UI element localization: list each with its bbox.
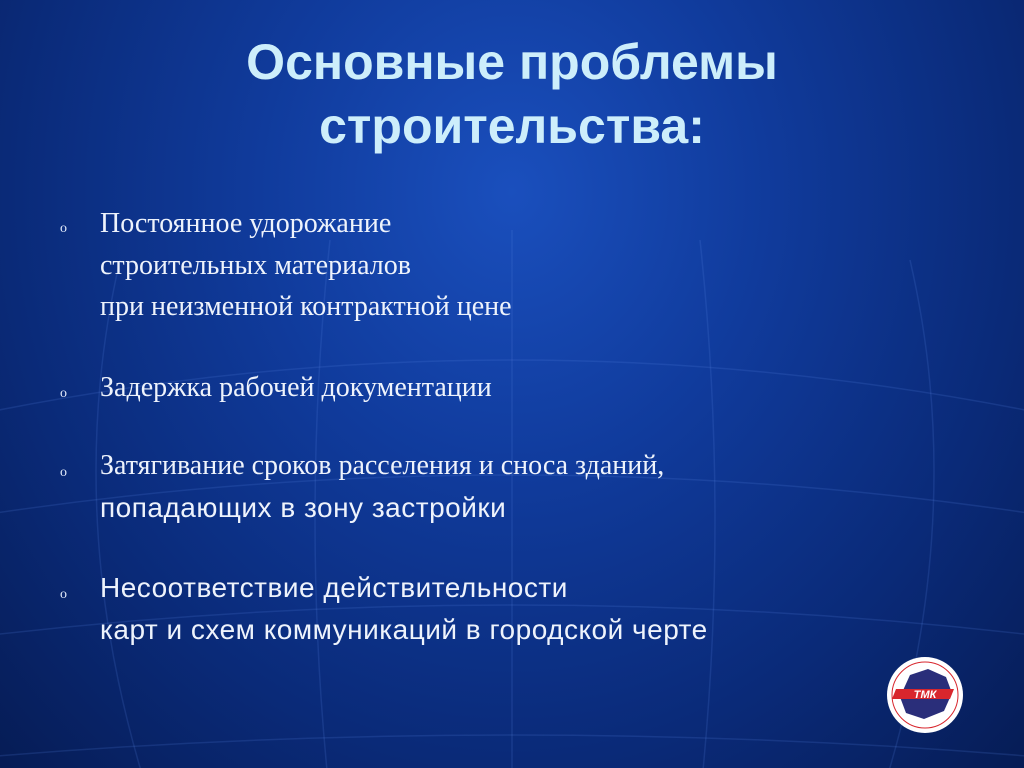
bullet-marker: o: [60, 587, 67, 602]
title-line-2: строительства:: [319, 98, 705, 154]
bullet-line: Несоответствие действительности: [100, 572, 568, 603]
bullet-marker: o: [60, 221, 67, 236]
bullet-line: Затягивание сроков расселения и сноса зданий,: [100, 450, 665, 481]
bullet-line: строительных материалов: [100, 250, 411, 281]
logo-text: ТМК: [913, 689, 937, 701]
bullet-line: попадающих в зону застройки: [100, 492, 507, 523]
bullet-marker: o: [60, 465, 67, 480]
bullet-line: Задержка рабочей документации: [100, 372, 492, 403]
title-line-1: Основные проблемы: [246, 34, 778, 90]
slide-title: [0, 30, 1024, 158]
bullet-line: при неизменной контрактной цене: [100, 291, 512, 322]
bullet-line: карт и схем коммуникаций в городской черте: [100, 614, 708, 645]
tmk-logo: [880, 655, 970, 735]
bullet-marker: o: [60, 386, 67, 401]
bullet-line: Постоянное удорожание: [100, 208, 392, 239]
